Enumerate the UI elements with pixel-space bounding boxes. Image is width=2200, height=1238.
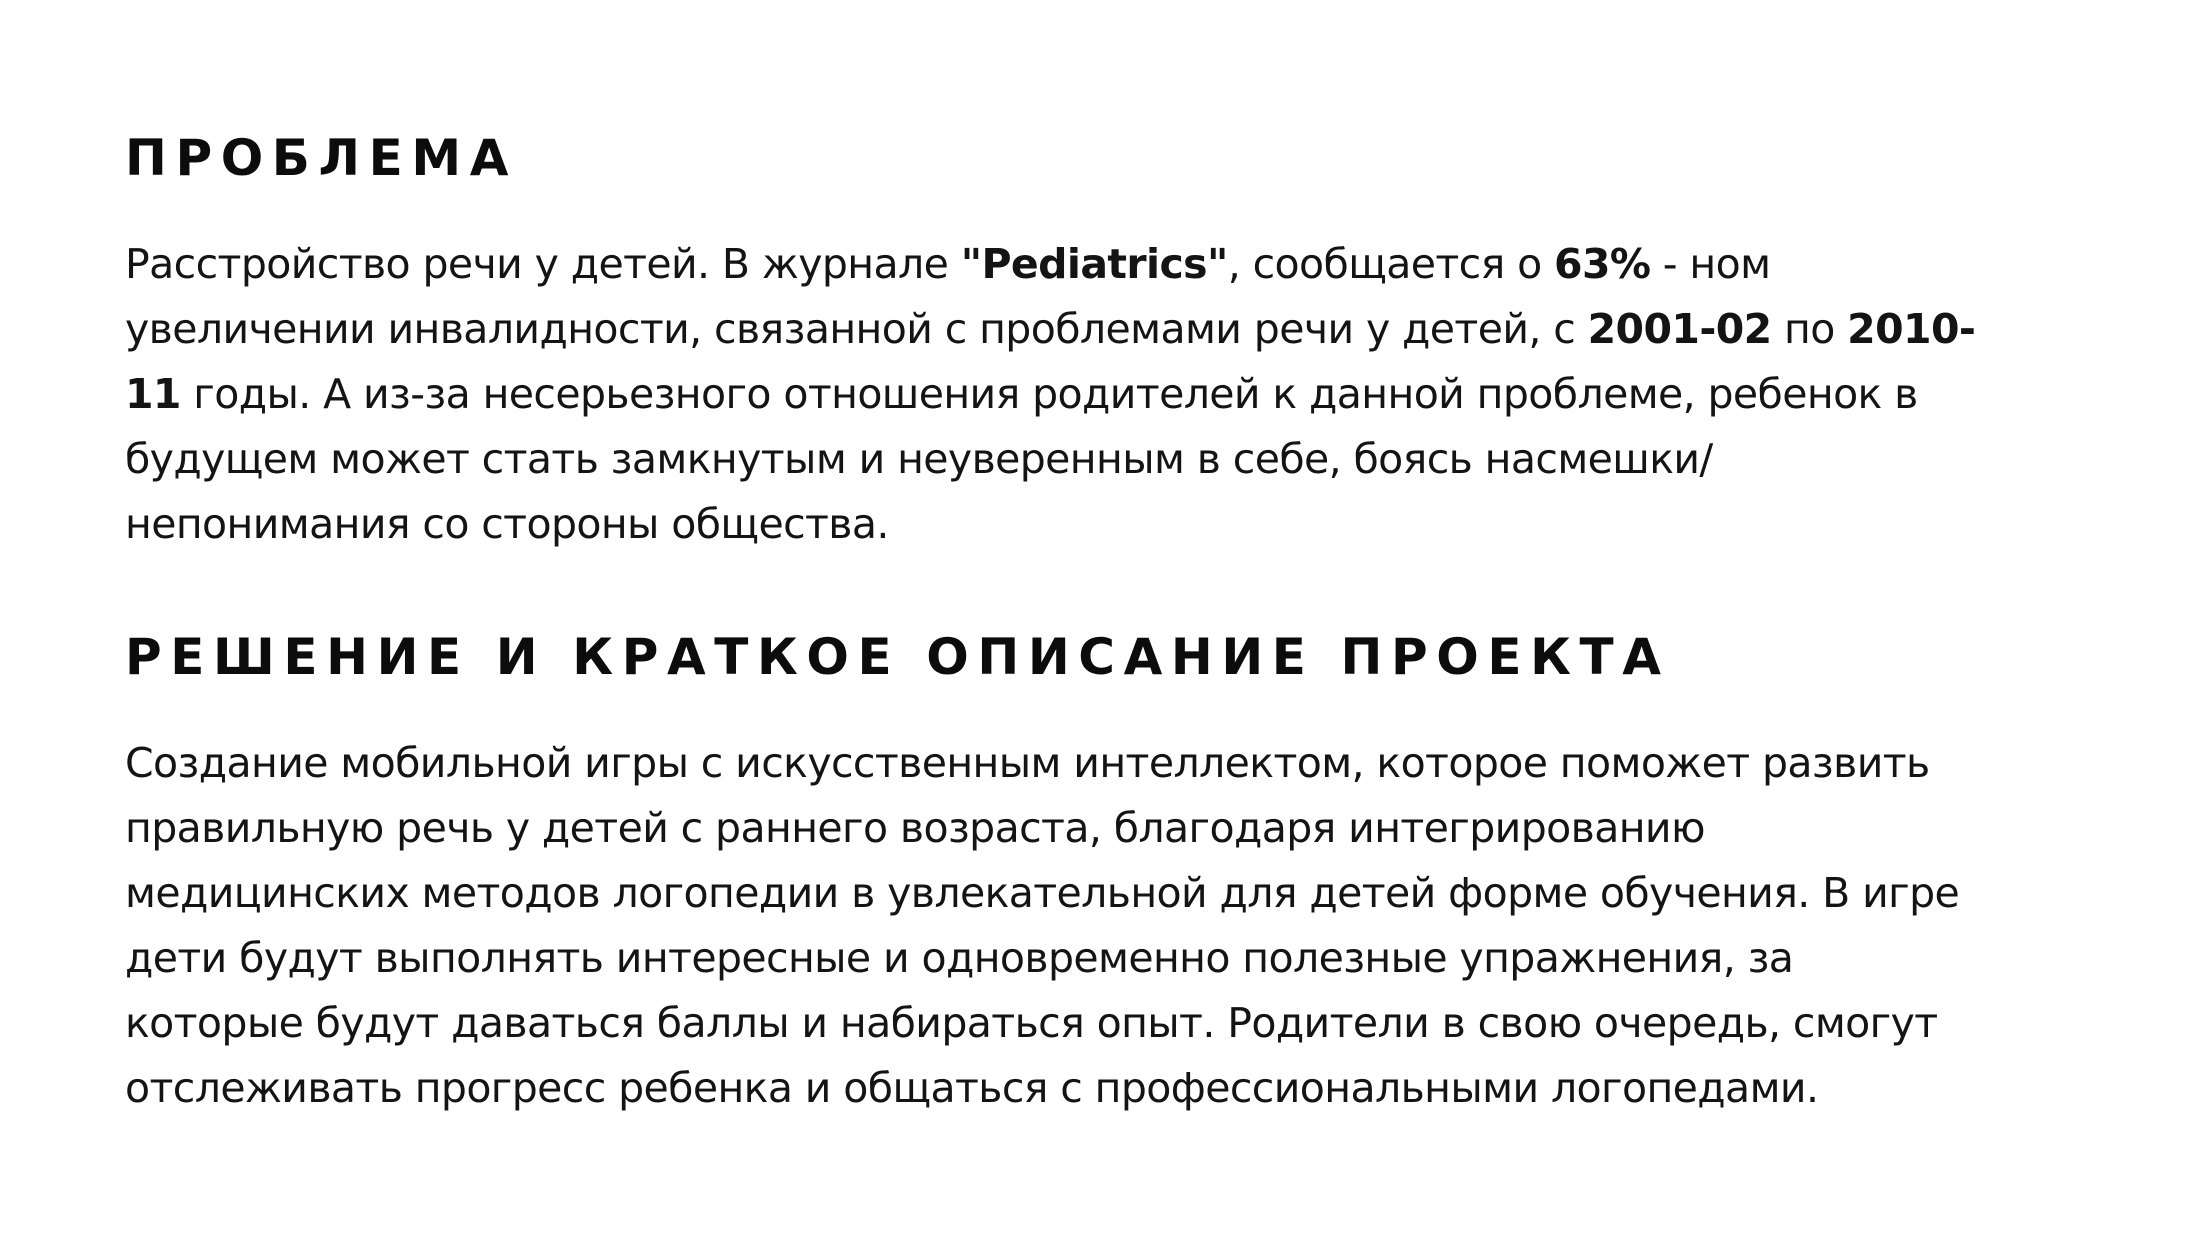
solution-paragraph — [125, 731, 2125, 1121]
problem-line-3 — [125, 362, 2125, 427]
problem-line-1-text-2: , сообщается о — [1227, 240, 1555, 288]
problem-line-1-text-3: - ном — [1650, 240, 1771, 288]
solution-line-6: отслеживать прогресс ребенка и общаться с профессиональными логопедами. — [125, 1064, 1819, 1112]
year-end-part-1: 2010- — [1847, 305, 1976, 353]
problem-line-5: непонимания со стороны общества. — [125, 500, 889, 548]
problem-line-4: будущем может стать замкнутым и неуверенным в себе, боясь насмешки/ — [125, 435, 1713, 483]
solution-heading: РЕШЕНИЕ И КРАТКОЕ ОПИСАНИЕ ПРОЕКТА — [125, 628, 1670, 686]
solution-line-3: медицинских методов логопедии в увлекательной для детей форме обучения. В игре — [125, 869, 1960, 917]
year-start: 2001-02 — [1587, 305, 1772, 353]
solution-line-5: которые будут даваться баллы и набираться опыт. Родители в свою очередь, смогут — [125, 999, 1938, 1047]
problem-line-1 — [125, 232, 2125, 297]
problem-line-2-text-2: по — [1771, 305, 1848, 353]
percent-value: 63% — [1554, 240, 1651, 288]
journal-name: "Pediatrics" — [960, 240, 1228, 288]
problem-line-1-text: Расстройство речи у детей. В журнале — [125, 240, 961, 288]
year-end-part-2: 11 — [125, 370, 181, 418]
problem-line-2-text: увеличении инвалидности, связанной с проблемами речи у детей, с — [125, 305, 1588, 353]
solution-line-2: правильную речь у детей с раннего возраста, благодаря интегрированию — [125, 804, 1705, 852]
problem-line-2 — [125, 297, 2125, 362]
solution-line-1: Создание мобильной игры с искусственным интеллектом, которое поможет развить — [125, 739, 1930, 787]
problem-heading: ПРОБЛЕМА — [125, 129, 518, 187]
problem-paragraph — [125, 232, 2125, 557]
problem-line-3-text: годы. А из-за несерьезного отношения родителей к данной проблеме, ребенок в — [180, 370, 1918, 418]
solution-line-4: дети будут выполнять интересные и одновременно полезные упражнения, за — [125, 934, 1794, 982]
